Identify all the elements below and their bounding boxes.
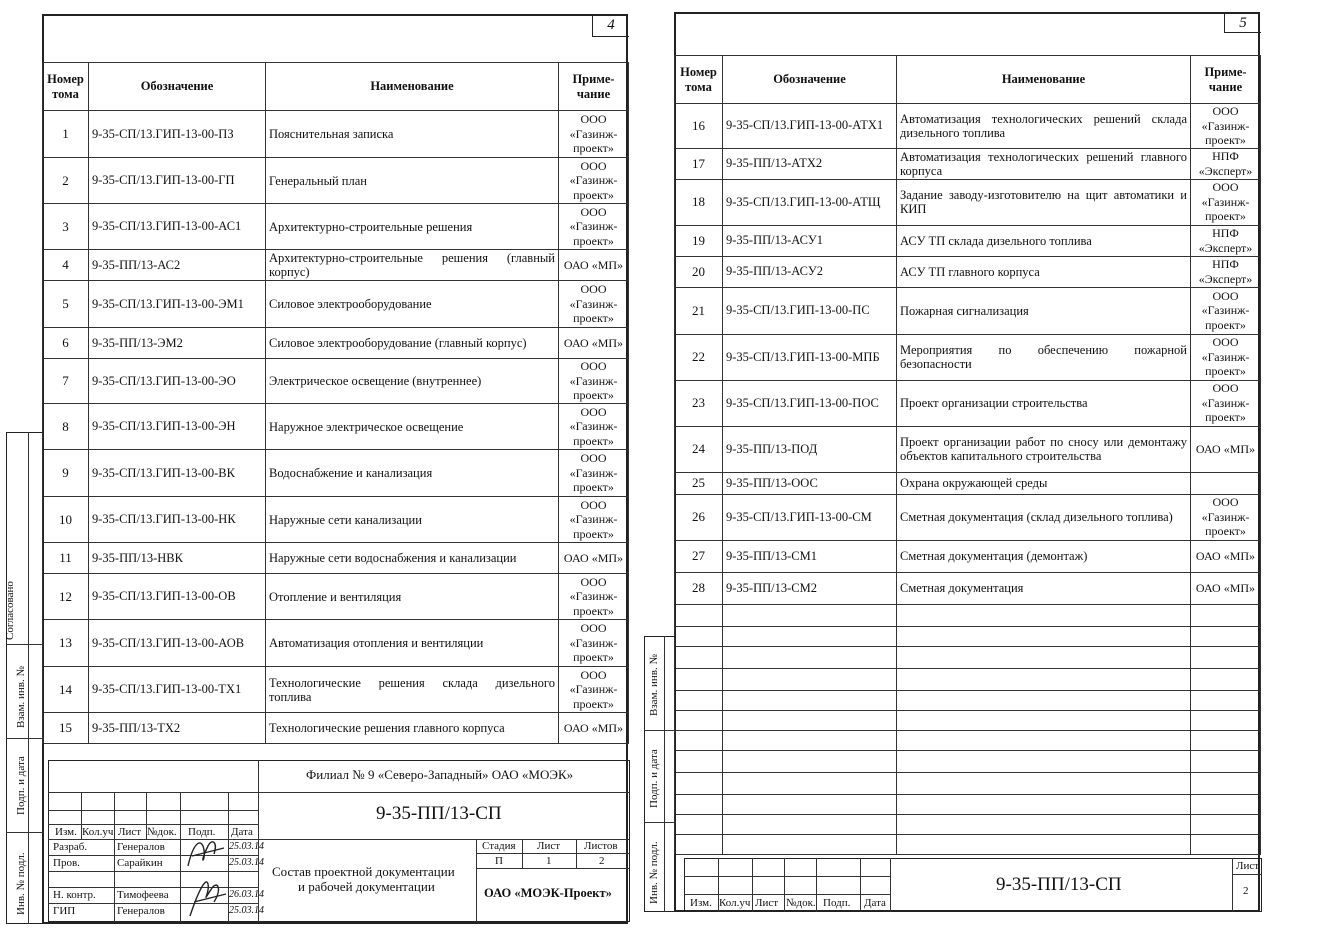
volume-number: 5	[43, 281, 89, 328]
label-vzam-inv-right: Взам. инв. №	[648, 654, 660, 716]
empty-cell	[723, 668, 897, 690]
note: ОАО «МП»	[559, 250, 629, 281]
title: Архитектурно-строительные решения	[266, 204, 559, 250]
header-note: Приме-чание	[559, 63, 629, 111]
designation: 9-35-СП/13.ГИП-13-00-АОВ	[89, 620, 266, 667]
volume-number: 17	[675, 148, 723, 179]
title: Архитектурно-строительные решения (главный корпус)	[266, 250, 559, 281]
table-row	[43, 281, 629, 328]
table-row	[675, 540, 1261, 572]
empty-cell	[1191, 690, 1261, 710]
table-row	[675, 104, 1261, 149]
sheets-value: 2	[599, 855, 605, 867]
designation: 9-35-СП/13.ГИП-13-00-ПС	[723, 287, 897, 334]
volume-number: 23	[675, 380, 723, 426]
empty-cell	[723, 604, 897, 626]
designation: 9-35-СП/13.ГИП-13-00-МПБ	[723, 334, 897, 380]
volume-number: 14	[43, 667, 89, 713]
empty-cell	[723, 794, 897, 814]
volume-number: 13	[43, 620, 89, 667]
header-volume: Номер тома	[675, 56, 723, 104]
volume-number: 7	[43, 359, 89, 404]
designation: 9-35-СП/13.ГИП-13-00-ПЗ	[89, 111, 266, 158]
empty-cell	[723, 690, 897, 710]
empty-cell	[675, 668, 723, 690]
note: ООО «Газинж-проект»	[1191, 494, 1261, 540]
table-row	[675, 287, 1261, 334]
note: ОАО «МП»	[1191, 572, 1261, 604]
note: ООО «Газинж-проект»	[559, 497, 629, 543]
note: ОАО «МП»	[559, 328, 629, 359]
table-row	[43, 111, 629, 158]
title: Охрана окружающей среды	[897, 472, 1191, 494]
title: Автоматизация технологических решений склада дизельного топлива	[897, 104, 1191, 149]
designation: 9-35-ПП/13-ПОД	[723, 426, 897, 472]
col-data-2: Дата	[864, 897, 886, 909]
note: ООО «Газинж-проект»	[559, 359, 629, 404]
col-ndok: №док.	[147, 826, 177, 838]
table-row	[675, 426, 1261, 472]
table-row	[675, 472, 1261, 494]
empty-cell	[1191, 730, 1261, 750]
title: Технологические решения склада дизельного топлива	[266, 667, 559, 713]
signature-nkontr	[184, 872, 228, 920]
volume-number: 15	[43, 713, 89, 744]
doc-title-line1: Состав проектной документации	[272, 864, 455, 879]
note: НПФ «Эксперт»	[1191, 148, 1261, 179]
title: АСУ ТП склада дизельного топлива	[897, 225, 1191, 256]
table-row	[43, 574, 629, 620]
title: Силовое электрооборудование	[266, 281, 559, 328]
empty-cell	[675, 604, 723, 626]
title: Сметная документация (склад дизельного топлива)	[897, 494, 1191, 540]
empty-row	[675, 772, 1261, 794]
sheets-label: Листов	[584, 840, 618, 852]
label-podp-data-right: Подп. и дата	[648, 749, 660, 808]
note: ООО «Газинж-проект»	[559, 620, 629, 667]
role-nkontr: Н. контр.	[53, 889, 96, 901]
label-agreed: Согласовано	[4, 581, 16, 640]
name-gip: Генералов	[117, 905, 165, 917]
date-razrab: 25.03.14	[229, 841, 264, 852]
volume-number: 20	[675, 256, 723, 287]
table-row	[675, 256, 1261, 287]
designation: 9-35-СП/13.ГИП-13-00-ПОС	[723, 380, 897, 426]
empty-cell	[897, 730, 1191, 750]
header-volume: Номер тома	[43, 63, 89, 111]
col-podp-2: Подп.	[823, 897, 851, 909]
table-row	[43, 404, 629, 450]
empty-cell	[723, 730, 897, 750]
table-row	[675, 380, 1261, 426]
title: Проект организации работ по сносу или демонтажу объектов капитального строительства	[897, 426, 1191, 472]
empty-cell	[1191, 604, 1261, 626]
designation: 9-35-ПП/13-АСУ1	[723, 225, 897, 256]
designation: 9-35-ПП/13-НВК	[89, 543, 266, 574]
empty-cell	[675, 626, 723, 646]
stage-label: Стадия	[482, 840, 516, 852]
empty-cell	[723, 710, 897, 730]
designation: 9-35-СП/13.ГИП-13-00-ТХ1	[89, 667, 266, 713]
table-row	[43, 713, 629, 744]
col-data: Дата	[231, 826, 253, 838]
table-row	[43, 328, 629, 359]
designation: 9-35-ПП/13-ООС	[723, 472, 897, 494]
note: ООО «Газинж-проект»	[559, 281, 629, 328]
volume-number: 26	[675, 494, 723, 540]
sheet-value-2: 2	[1243, 885, 1249, 897]
empty-cell	[897, 750, 1191, 772]
volume-number: 8	[43, 404, 89, 450]
table-row	[675, 225, 1261, 256]
note: ООО «Газинж-проект»	[559, 204, 629, 250]
title: Мероприятия по обеспечению пожарной безопасности	[897, 334, 1191, 380]
volume-number: 12	[43, 574, 89, 620]
empty-cell	[1191, 626, 1261, 646]
title: Пояснительная записка	[266, 111, 559, 158]
designation: 9-35-СП/13.ГИП-13-00-ЭН	[89, 404, 266, 450]
title: Наружные сети водоснабжения и канализации	[266, 543, 559, 574]
designation: 9-35-СП/13.ГИП-13-00-СМ	[723, 494, 897, 540]
date-prov: 25.03.14	[229, 857, 264, 868]
col-podp: Подп.	[188, 826, 216, 838]
designation: 9-35-ПП/13-ТХ2	[89, 713, 266, 744]
note: ООО «Газинж-проект»	[559, 404, 629, 450]
volume-number: 21	[675, 287, 723, 334]
empty-row	[675, 730, 1261, 750]
empty-cell	[675, 646, 723, 668]
doc-title-line2: и рабочей документации	[298, 879, 435, 894]
table-row	[43, 497, 629, 543]
title: Технологические решения главного корпуса	[266, 713, 559, 744]
note: ООО «Газинж-проект»	[1191, 380, 1261, 426]
empty-cell	[897, 794, 1191, 814]
designation: 9-35-СП/13.ГИП-13-00-НК	[89, 497, 266, 543]
title: Водоснабжение и канализация	[266, 450, 559, 497]
volume-number: 6	[43, 328, 89, 359]
title: Задание заводу-изготовителю на щит автоматики и КИП	[897, 179, 1191, 225]
empty-cell	[1191, 794, 1261, 814]
table-row	[43, 667, 629, 713]
table-row	[43, 204, 629, 250]
volume-number: 11	[43, 543, 89, 574]
volume-number: 9	[43, 450, 89, 497]
note: ООО «Газинж-проект»	[1191, 334, 1261, 380]
title: Генеральный план	[266, 158, 559, 204]
role-razrab: Разраб.	[53, 841, 88, 853]
volume-number: 2	[43, 158, 89, 204]
empty-row	[675, 646, 1261, 668]
date-nkontr: 26.03.14	[229, 889, 264, 900]
empty-cell	[723, 772, 897, 794]
table-row	[43, 450, 629, 497]
title: Электрическое освещение (внутреннее)	[266, 359, 559, 404]
table-row	[43, 158, 629, 204]
designation: 9-35-СП/13.ГИП-13-00-ВК	[89, 450, 266, 497]
empty-cell	[897, 814, 1191, 834]
table-row	[675, 572, 1261, 604]
note: ООО «Газинж-проект»	[1191, 287, 1261, 334]
empty-cell	[675, 772, 723, 794]
volume-number: 28	[675, 572, 723, 604]
empty-row	[675, 604, 1261, 626]
note: НПФ «Эксперт»	[1191, 256, 1261, 287]
page-number-5: 5	[1224, 12, 1261, 33]
title: АСУ ТП главного корпуса	[897, 256, 1191, 287]
empty-cell	[723, 834, 897, 854]
col-list: Лист	[118, 826, 142, 838]
date-gip: 25.03.14	[229, 905, 264, 916]
empty-cell	[897, 668, 1191, 690]
designation: 9-35-ПП/13-СМ2	[723, 572, 897, 604]
title: Наружные сети канализации	[266, 497, 559, 543]
note: НПФ «Эксперт»	[1191, 225, 1261, 256]
col-kol: Кол.уч	[82, 826, 114, 838]
title: Отопление и вентиляция	[266, 574, 559, 620]
designation: 9-35-СП/13.ГИП-13-00-АС1	[89, 204, 266, 250]
empty-cell	[1191, 772, 1261, 794]
volume-number: 18	[675, 179, 723, 225]
empty-row	[675, 668, 1261, 690]
label-inv-podl: Инв. № подл.	[15, 852, 27, 915]
empty-row	[675, 710, 1261, 730]
empty-cell	[1191, 750, 1261, 772]
volume-number: 4	[43, 250, 89, 281]
note: ООО «Газинж-проект»	[1191, 104, 1261, 149]
note: ООО «Газинж-проект»	[559, 450, 629, 497]
designation: 9-35-ПП/13-АСУ2	[723, 256, 897, 287]
name-prov: Сарайкин	[117, 857, 163, 869]
table-row	[43, 620, 629, 667]
designation: 9-35-ПП/13-СМ1	[723, 540, 897, 572]
volume-number: 1	[43, 111, 89, 158]
empty-cell	[675, 794, 723, 814]
volume-number: 3	[43, 204, 89, 250]
label-vzam-inv: Взам. инв. №	[15, 666, 27, 728]
note: ООО «Газинж-проект»	[559, 667, 629, 713]
empty-row	[675, 750, 1261, 772]
empty-cell	[675, 834, 723, 854]
header-note: Приме-чание	[1191, 56, 1261, 104]
note: ООО «Газинж-проект»	[1191, 179, 1261, 225]
name-nkontr: Тимофеева	[117, 889, 169, 901]
designation: 9-35-ПП/13-АТХ2	[723, 148, 897, 179]
header-code: Обозначение	[723, 56, 897, 104]
table-row	[675, 334, 1261, 380]
empty-cell	[897, 604, 1191, 626]
table-row	[675, 148, 1261, 179]
title: Проект организации строительства	[897, 380, 1191, 426]
organization-name: Филиал № 9 «Северо-Западный» ОАО «МОЭК»	[306, 767, 574, 782]
volume-number: 10	[43, 497, 89, 543]
empty-cell	[675, 730, 723, 750]
volume-number: 16	[675, 104, 723, 149]
designation: 9-35-СП/13.ГИП-13-00-АТХ1	[723, 104, 897, 149]
empty-cell	[675, 710, 723, 730]
title: Пожарная сигнализация	[897, 287, 1191, 334]
header-name: Наименование	[266, 63, 559, 111]
col-izm-2: Изм.	[690, 897, 712, 909]
empty-cell	[675, 690, 723, 710]
col-list-2: Лист	[755, 897, 779, 909]
note: ОАО «МП»	[1191, 540, 1261, 572]
designation: 9-35-СП/13.ГИП-13-00-ОВ	[89, 574, 266, 620]
empty-cell	[1191, 646, 1261, 668]
empty-cell	[723, 646, 897, 668]
empty-cell	[897, 710, 1191, 730]
note: ООО «Газинж-проект»	[559, 574, 629, 620]
empty-row	[675, 690, 1261, 710]
empty-cell	[675, 814, 723, 834]
title: Силовое электрооборудование (главный корпус)	[266, 328, 559, 359]
title: Сметная документация (демонтаж)	[897, 540, 1191, 572]
title: Автоматизация технологических решений главного корпуса	[897, 148, 1191, 179]
doc-code-2: 9-35-ПП/13-СП	[996, 874, 1122, 895]
designation: 9-35-СП/13.ГИП-13-00-АТЩ	[723, 179, 897, 225]
col-izm: Изм.	[55, 826, 77, 838]
company-name: ОАО «МОЭК-Проект»	[484, 886, 612, 900]
page-number-4: 4	[592, 14, 629, 37]
role-prov: Пров.	[53, 857, 80, 869]
doc-code: 9-35-ПП/13-СП	[376, 803, 502, 824]
table-row	[43, 543, 629, 574]
empty-cell	[675, 750, 723, 772]
table-row	[675, 179, 1261, 225]
designation: 9-35-СП/13.ГИП-13-00-ЭО	[89, 359, 266, 404]
empty-cell	[897, 772, 1191, 794]
col-kol-2: Кол.уч	[719, 897, 751, 909]
empty-cell	[723, 814, 897, 834]
designation: 9-35-СП/13.ГИП-13-00-ГП	[89, 158, 266, 204]
header-name: Наименование	[897, 56, 1191, 104]
empty-row	[675, 834, 1261, 854]
label-inv-podl-right: Инв. № подл.	[648, 841, 660, 904]
empty-cell	[1191, 668, 1261, 690]
stage-value: П	[495, 855, 503, 867]
note: ОАО «МП»	[559, 543, 629, 574]
empty-cell	[897, 646, 1191, 668]
volume-number: 19	[675, 225, 723, 256]
empty-cell	[1191, 710, 1261, 730]
designation: 9-35-ПП/13-ЭМ2	[89, 328, 266, 359]
title: Сметная документация	[897, 572, 1191, 604]
spec-table-page-5	[674, 55, 1261, 855]
note: ОАО «МП»	[1191, 426, 1261, 472]
volume-number: 24	[675, 426, 723, 472]
empty-cell	[723, 626, 897, 646]
empty-row	[675, 794, 1261, 814]
note: ООО «Газинж-проект»	[559, 111, 629, 158]
volume-number: 27	[675, 540, 723, 572]
empty-cell	[723, 750, 897, 772]
sheet-value: 1	[546, 855, 552, 867]
designation: 9-35-СП/13.ГИП-13-00-ЭМ1	[89, 281, 266, 328]
note	[1191, 472, 1261, 494]
label-podp-data: Подп. и дата	[15, 756, 27, 815]
title: Автоматизация отопления и вентиляции	[266, 620, 559, 667]
title: Наружное электрическое освещение	[266, 404, 559, 450]
table-row	[43, 250, 629, 281]
volume-number: 25	[675, 472, 723, 494]
designation: 9-35-ПП/13-АС2	[89, 250, 266, 281]
col-ndok-2: №док.	[786, 897, 816, 909]
table-row	[43, 359, 629, 404]
signature-razrab	[184, 836, 228, 870]
empty-cell	[897, 626, 1191, 646]
volume-number: 22	[675, 334, 723, 380]
empty-cell	[1191, 814, 1261, 834]
spec-table-page-4	[42, 62, 629, 744]
note: ОАО «МП»	[559, 713, 629, 744]
table-row	[675, 494, 1261, 540]
note: ООО «Газинж-проект»	[559, 158, 629, 204]
empty-row	[675, 814, 1261, 834]
empty-row	[675, 626, 1261, 646]
header-code: Обозначение	[89, 63, 266, 111]
sheet-label-2: Лист	[1236, 860, 1260, 872]
empty-cell	[1191, 834, 1261, 854]
name-razrab: Генералов	[117, 841, 165, 853]
sheet-label: Лист	[537, 840, 561, 852]
role-gip: ГИП	[53, 905, 76, 917]
empty-cell	[897, 834, 1191, 854]
empty-cell	[897, 690, 1191, 710]
